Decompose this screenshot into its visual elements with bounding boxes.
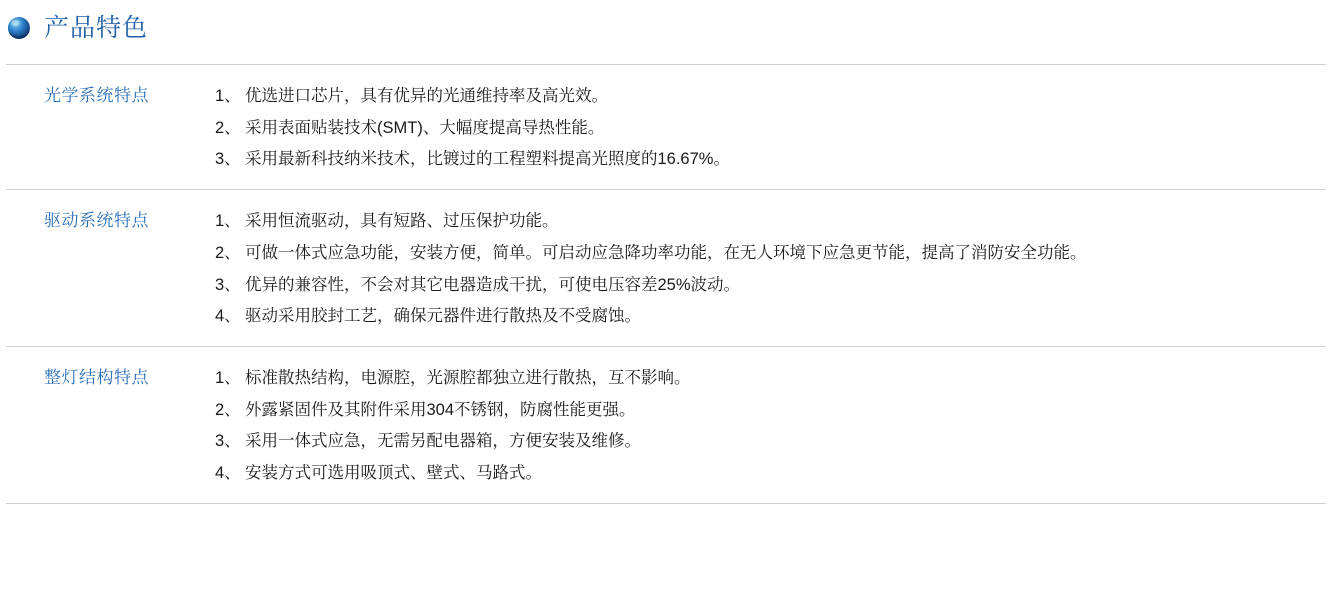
list-item <box>215 365 1305 392</box>
list-item-number: 1、 <box>215 87 241 105</box>
list-item-text: 标准散热结构，电源腔，光源腔都独立进行散热，互不影响。 <box>245 369 691 388</box>
list-item-number: 1、 <box>215 369 241 388</box>
list-item-text: 可做一体式应急功能，安装方便，简单。可启动应急降功率功能，在无人环境下应急更节能，提高了消防安全功能。 <box>245 243 1087 262</box>
sphere-bullet-icon <box>6 15 32 41</box>
section-label-optical: 光学系统特点 <box>44 86 149 105</box>
list-item-number: 3、 <box>215 432 241 451</box>
section-driver <box>0 190 1335 346</box>
list-item-text: 驱动采用胶封工艺，确保元器件进行散热及不受腐蚀。 <box>245 307 641 326</box>
list-item <box>215 303 1305 330</box>
list-item-number: 1、 <box>215 212 241 231</box>
list-item <box>215 240 1305 267</box>
list-item-text: 采用表面贴装技术(SMT)、大幅度提高导热性能。 <box>245 118 605 137</box>
list-item-number: 4、 <box>215 464 241 483</box>
list-item <box>215 146 1305 173</box>
list-item-text: 采用一体式应急，无需另配电器箱，方便安装及维修。 <box>245 432 641 451</box>
list-item-text: 安装方式可选用吸顶式、壁式、马路式。 <box>245 464 542 483</box>
list-item <box>215 460 1305 487</box>
list-item-number: 2、 <box>215 400 241 419</box>
list-item-number: 4、 <box>215 307 241 326</box>
list-item-text: 采用最新科技纳米技术，比镀过的工程塑料提高光照度的16.67%。 <box>245 150 730 169</box>
section-label-structure: 整灯结构特点 <box>44 368 149 388</box>
list-item <box>215 83 1305 110</box>
list-item-text: 采用恒流驱动，具有短路、过压保护功能。 <box>245 212 559 231</box>
list-item-text: 优选进口芯片，具有优异的光通维持率及高光效。 <box>245 87 608 105</box>
list-item-number: 2、 <box>215 118 241 137</box>
list-item <box>215 397 1305 424</box>
divider-bottom <box>6 503 1326 504</box>
section-body-structure <box>215 365 1335 487</box>
list-item-number: 2、 <box>215 243 241 262</box>
document-header <box>0 0 1335 48</box>
list-item-number: 3、 <box>215 150 241 169</box>
list-item <box>215 208 1305 235</box>
page-title: 产品特色 <box>44 13 149 42</box>
section-structure <box>0 347 1335 503</box>
list-item <box>215 115 1305 142</box>
list-item <box>215 428 1305 455</box>
list-item <box>215 272 1305 299</box>
section-label-driver: 驱动系统特点 <box>44 211 149 231</box>
list-item-text: 优异的兼容性，不会对其它电器造成干扰，可使电压容差25%波动。 <box>245 275 741 294</box>
section-body-optical <box>215 83 1335 173</box>
list-item-number: 3、 <box>215 275 241 294</box>
section-body-driver <box>215 208 1335 330</box>
list-item-text: 外露紧固件及其附件采用304不锈钢，防腐性能更强。 <box>245 400 636 419</box>
section-optical <box>0 65 1335 189</box>
